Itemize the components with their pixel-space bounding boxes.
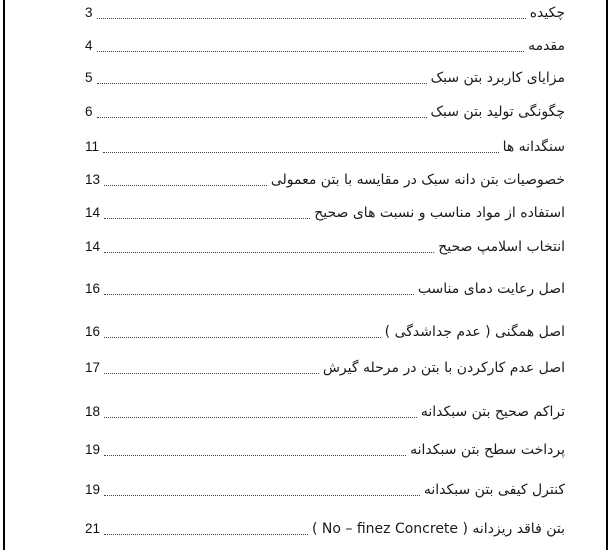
toc-entry-title: خصوصیات بتن دانه سبک در مقایسه با بتن معمولی [270, 172, 565, 188]
toc-entry[interactable] [85, 322, 565, 341]
toc-leader-dots [104, 252, 434, 253]
toc-entry[interactable] [85, 170, 565, 189]
toc-leader-dots [104, 534, 308, 535]
toc-entry[interactable] [85, 68, 565, 87]
toc-entry-title: پرداخت سطح بتن سبکدانه [410, 442, 565, 458]
toc-entry-page: 21 [85, 521, 101, 536]
toc-entry[interactable] [85, 279, 565, 298]
toc-leader-dots [104, 455, 406, 456]
toc-entry-page: 13 [85, 172, 101, 187]
toc-entry[interactable] [85, 440, 565, 459]
toc-entry[interactable] [85, 137, 565, 156]
toc-entry[interactable] [85, 358, 565, 377]
toc-leader-dots [104, 337, 381, 338]
toc-entry-page: 14 [85, 239, 101, 254]
toc-entry-title: استفاده از مواد مناسب و نسبت های صحیح [314, 205, 565, 221]
toc-leader-dots [104, 373, 319, 374]
toc-entry-page: 3 [85, 5, 93, 20]
toc-leader-dots [103, 152, 499, 153]
toc-entry-page: 4 [85, 38, 93, 53]
toc-entry[interactable] [85, 203, 565, 222]
toc-entry-title: مزایای کاربرد بتن سبک [430, 70, 565, 86]
toc-entry-title: انتخاب اسلامپ صحیح [438, 239, 565, 255]
toc-entry[interactable] [85, 519, 565, 538]
toc-entry-title: بتن فاقد ریزدانه ( No – finez Concrete ) [312, 521, 565, 537]
toc-entry-page: 11 [85, 139, 100, 154]
toc-entry-title: مقدمه [528, 38, 565, 54]
toc-entry-page: 17 [85, 360, 101, 375]
toc-leader-dots [104, 218, 310, 219]
toc-leader-dots [97, 51, 525, 52]
toc-leader-dots [104, 294, 414, 295]
toc-entry-page: 18 [85, 404, 101, 419]
toc-entry-page: 16 [85, 324, 101, 339]
toc-leader-dots [104, 185, 267, 186]
toc-entry-page: 19 [85, 482, 101, 497]
toc-entry-title: تراکم صحیح بتن سبکدانه [420, 404, 565, 420]
toc-leader-dots [97, 117, 427, 118]
toc-entry[interactable] [85, 36, 565, 55]
toc-leader-dots [97, 18, 526, 19]
toc-entry-title: اصل رعایت دمای مناسب [417, 281, 565, 297]
toc-entry-page: 19 [85, 442, 101, 457]
toc-entry-page: 16 [85, 281, 101, 296]
toc-leader-dots [97, 83, 427, 84]
toc-entry-title: اصل همگنی ( عدم جداشدگی ) [384, 324, 565, 340]
toc-entry-title: کنترل کیفی بتن سبکدانه [423, 482, 565, 498]
toc-entry[interactable] [85, 237, 565, 256]
toc-entry-page: 6 [85, 104, 93, 119]
toc-leader-dots [104, 417, 417, 418]
toc-entry[interactable] [85, 3, 565, 22]
toc-entry-title: چگونگی تولید بتن سبک [430, 104, 565, 120]
toc-entry[interactable] [85, 402, 565, 421]
toc-leader-dots [104, 495, 420, 496]
toc-entry-title: چکیده [529, 5, 565, 21]
toc-entry[interactable] [85, 480, 565, 499]
toc-entry-page: 5 [85, 70, 93, 85]
toc-entry[interactable] [85, 102, 565, 121]
toc-entry-title: سنگدانه ها [502, 139, 565, 155]
toc-entry-page: 14 [85, 205, 101, 220]
toc-entry-title: اصل عدم کارکردن با بتن در مرحله گیرش [322, 360, 565, 376]
